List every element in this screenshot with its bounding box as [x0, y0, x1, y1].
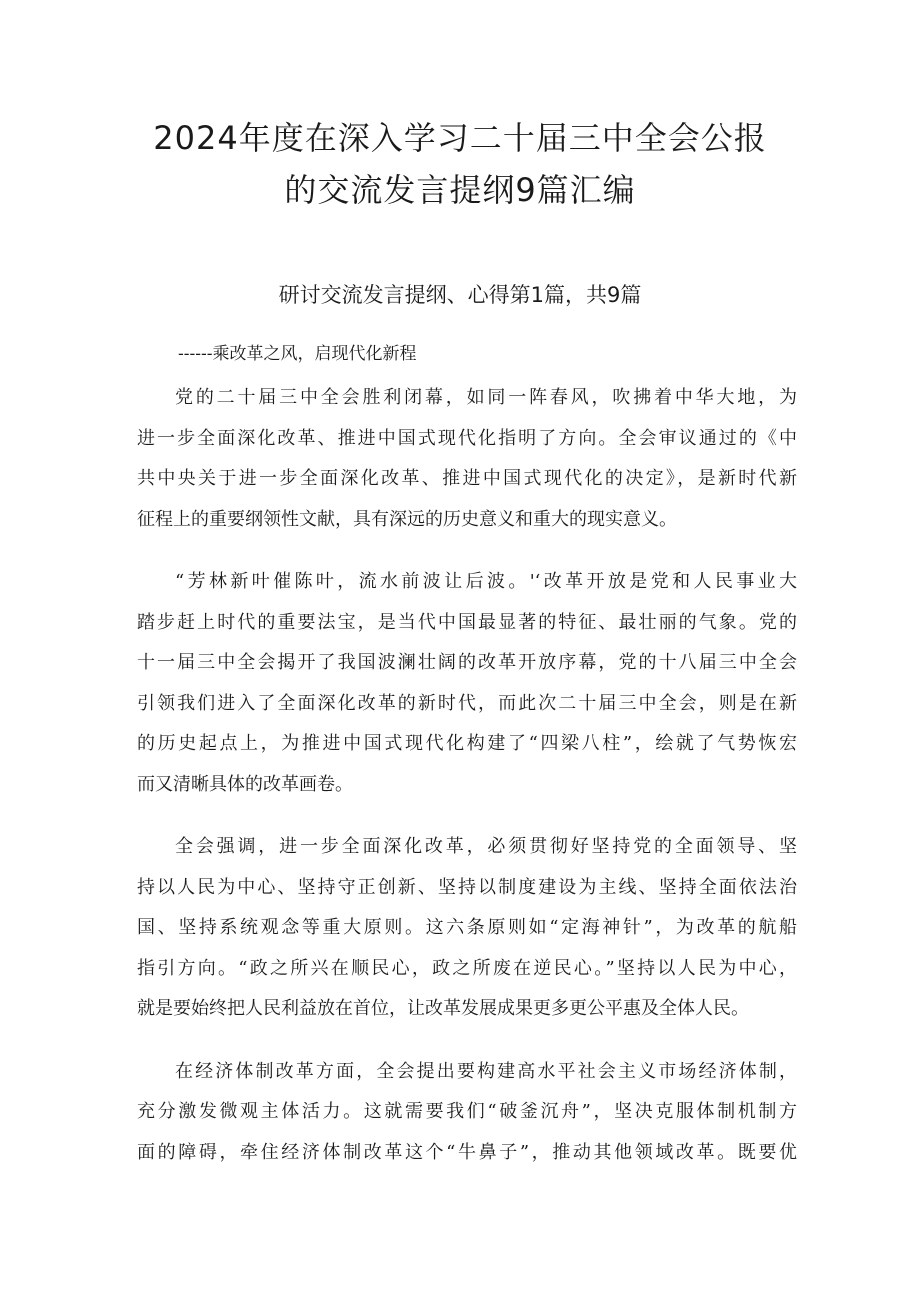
- text-line: 充分激发微观主体活力。这就需要我们“破釜沉舟”，坚决克服体制机制方: [137, 1101, 797, 1122]
- document-title-line: 2024年度在深入学习二十届三中全会公报: [153, 119, 767, 157]
- text-line: 指引方向。“政之所兴在顺民心，政之所废在逆民心。”坚持以人民为中心，: [137, 957, 797, 979]
- text-line: 共中央关于进一步全面深化改革、推进中国式现代化的决定》，是新时代新: [137, 468, 797, 489]
- paragraph: [137, 378, 797, 540]
- text-line: 党的二十届三中全会胜利闭幕，如同一阵春风，吹拂着中华大地，为: [175, 387, 797, 408]
- text-line: 而又清晰具体的改革画卷。: [137, 773, 353, 795]
- text-line: 面的障碍，牵住经济体制改革这个“牛鼻子”，推动其他领域改革。既要优: [137, 1141, 797, 1163]
- text-line: 在经济体制改革方面，全会提出要构建高水平社会主义市场经济体制，: [175, 1060, 797, 1082]
- section-heading: 研讨交流发言提纲、心得第1篇，共9篇: [278, 283, 642, 307]
- paragraph: [137, 562, 797, 805]
- document-body: [137, 378, 797, 1195]
- text-line: 踏步赶上时代的重要法宝，是当代中国最显著的特征、最壮丽的气象。党的: [137, 611, 797, 633]
- text-line: 十一届三中全会揭开了我国波澜壮阔的改革开放序幕，党的十八届三中全会: [137, 652, 797, 673]
- paragraph: [137, 827, 797, 1030]
- text-line: 引领我们进入了全面深化改革的新时代，而此次二十届三中全会，则是在新: [137, 692, 797, 714]
- section-subtitle: ------乘改革之风，启现代化新程: [178, 344, 417, 364]
- text-line: 持以人民为中心、坚持守正创新、坚持以制度建设为主线、坚持全面依法治: [137, 876, 797, 898]
- text-line: 的历史起点上，为推进中国式现代化构建了“四梁八柱”，绘就了气势恢宏: [137, 733, 797, 754]
- text-line: 全会强调，进一步全面深化改革，必须贯彻好坚持党的全面领导、坚: [175, 836, 797, 857]
- text-line: 国、坚持系统观念等重大原则。这六条原则如“定海神针”，为改革的航船: [137, 917, 797, 938]
- text-line: 进一步全面深化改革、推进中国式现代化指明了方向。全会审议通过的《中: [137, 427, 797, 449]
- text-line: 征程上的重要纲领性文献，具有深远的历史意义和重大的现实意义。: [137, 508, 677, 530]
- text-line: “芳林新叶催陈叶，流水前波让后波。'‘改革开放是党和人民事业大: [175, 571, 797, 592]
- document-title-line: 的交流发言提纲9篇汇编: [284, 171, 636, 209]
- text-line: 就是要始终把人民利益放在首位，让改革发展成果更多更公平惠及全体人民。: [137, 998, 749, 1019]
- paragraph: [137, 1052, 797, 1174]
- document-title: [100, 112, 820, 216]
